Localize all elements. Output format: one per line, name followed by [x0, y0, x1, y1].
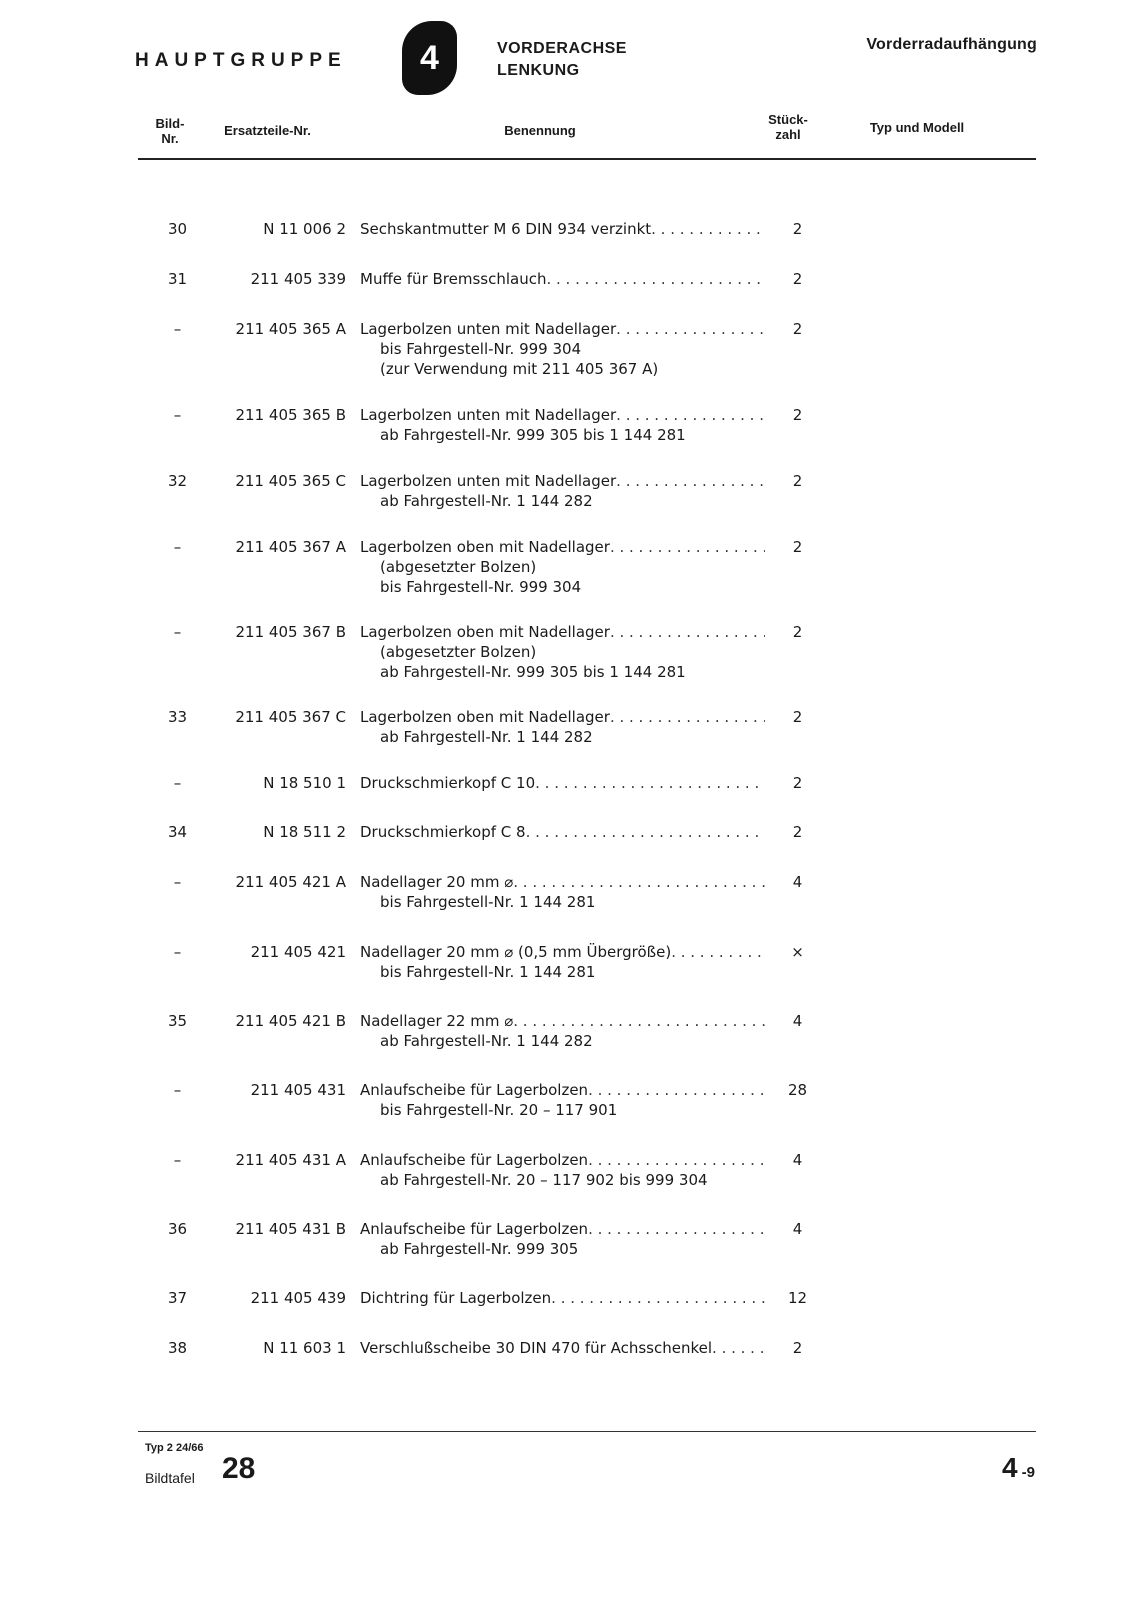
benennung-text: Druckschmierkopf C 10: [360, 774, 536, 792]
benennung-main: [360, 269, 765, 289]
benennung-text: Anlaufscheibe für Lagerbolzen: [360, 1081, 589, 1099]
benennung-main: [360, 1011, 765, 1031]
group-title-line-2: LENKUNG: [497, 62, 580, 79]
benennung-cell: [360, 319, 765, 379]
part-number-cell: 211 405 431 B: [235, 1220, 346, 1238]
benennung-subline: bis Fahrgestell-Nr. 999 304: [380, 578, 582, 596]
benennung-text: Lagerbolzen unten mit Nadellager: [360, 472, 617, 490]
part-number-cell: 211 405 431 A: [235, 1151, 346, 1169]
leader-dots: [610, 622, 765, 642]
benennung-text: Muffe für Bremsschlauch: [360, 270, 547, 288]
column-header-bild-nr: [148, 116, 192, 146]
part-number-cell: 211 405 365 B: [235, 406, 346, 424]
quantity-cell: 2: [792, 708, 803, 726]
bild-nr-cell: 32: [167, 472, 188, 490]
benennung-main: [360, 1080, 765, 1100]
benennung-cell: [360, 1219, 765, 1259]
benennung-main: [360, 822, 765, 842]
benennung-main: [360, 1219, 765, 1239]
leader-dots: [712, 1338, 765, 1358]
benennung-subline: (zur Verwendung mit 211 405 367 A): [380, 360, 659, 378]
benennung-subline: ab Fahrgestell-Nr. 20 – 117 902 bis 999 304: [380, 1171, 708, 1189]
leader-dots: [610, 707, 765, 727]
footer-bildtafel-label: Bildtafel: [145, 1470, 195, 1486]
benennung-text: Lagerbolzen unten mit Nadellager: [360, 320, 617, 338]
benennung-subline: bis Fahrgestell-Nr. 1 144 281: [380, 963, 596, 981]
benennung-cell: [360, 1288, 765, 1308]
page-number: [1002, 1452, 1035, 1484]
benennung-subline: bis Fahrgestell-Nr. 999 304: [380, 340, 582, 358]
benennung-main: [360, 942, 765, 962]
benennung-cell: [360, 1080, 765, 1120]
page-number-main: 4: [1002, 1452, 1018, 1483]
quantity-cell: 2: [792, 406, 803, 424]
benennung-text: Nadellager 20 mm ⌀ (0,5 mm Übergröße): [360, 943, 672, 961]
benennung-text: Nadellager 20 mm ⌀: [360, 873, 514, 891]
leader-dots: [588, 1150, 765, 1170]
leader-dots: [513, 872, 765, 892]
part-number-cell: 211 405 367 C: [235, 708, 346, 726]
benennung-cell: [360, 1150, 765, 1190]
benennung-text: Nadellager 22 mm ⌀: [360, 1012, 514, 1030]
benennung-text: Lagerbolzen unten mit Nadellager: [360, 406, 617, 424]
benennung-subline: ab Fahrgestell-Nr. 1 144 282: [380, 492, 593, 510]
benennung-subline: (abgesetzter Bolzen): [380, 643, 537, 661]
bild-nr-cell: 34: [167, 823, 188, 841]
benennung-text: Druckschmierkopf C 8: [360, 823, 526, 841]
benennung-subline: bis Fahrgestell-Nr. 1 144 281: [380, 893, 596, 911]
column-header-stueckzahl-line1: Stück-: [768, 112, 808, 127]
part-number-cell: 211 405 439: [250, 1289, 346, 1307]
leader-dots: [616, 319, 765, 339]
quantity-cell: 2: [792, 823, 803, 841]
benennung-text: Anlaufscheibe für Lagerbolzen: [360, 1151, 589, 1169]
footer-bildtafel-number: 28: [222, 1452, 256, 1485]
group-title: [497, 38, 627, 82]
column-header-typ-modell: Typ und Modell: [869, 120, 965, 135]
hauptgruppe-label: HAUPTGRUPPE: [135, 50, 347, 71]
bild-nr-cell: 37: [167, 1289, 188, 1307]
leader-dots: [526, 822, 765, 842]
part-number-cell: N 11 603 1: [263, 1339, 346, 1357]
benennung-main: [360, 622, 765, 642]
part-number-cell: 211 405 431: [250, 1081, 346, 1099]
part-number-cell: 211 405 421 A: [235, 873, 346, 891]
leader-dots: [610, 537, 765, 557]
quantity-cell: 4: [792, 873, 803, 891]
part-number-cell: 211 405 421 B: [235, 1012, 346, 1030]
quantity-cell: 12: [787, 1289, 808, 1307]
quantity-cell: 28: [787, 1081, 808, 1099]
quantity-cell: 2: [792, 270, 803, 288]
benennung-cell: [360, 269, 765, 289]
benennung-text: Lagerbolzen oben mit Nadellager: [360, 708, 610, 726]
quantity-cell: 2: [792, 1339, 803, 1357]
benennung-cell: [360, 219, 765, 239]
benennung-text: Lagerbolzen oben mit Nadellager: [360, 623, 610, 641]
bild-nr-cell: 35: [167, 1012, 188, 1030]
part-number-cell: N 18 511 2: [263, 823, 346, 841]
benennung-main: [360, 219, 765, 239]
part-number-cell: 211 405 367 A: [235, 538, 346, 556]
benennung-text: Anlaufscheibe für Lagerbolzen: [360, 1220, 589, 1238]
part-number-cell: 211 405 339: [250, 270, 346, 288]
leader-dots: [616, 471, 765, 491]
benennung-subline: (abgesetzter Bolzen): [380, 558, 537, 576]
quantity-cell: 2: [792, 623, 803, 641]
benennung-cell: [360, 1338, 765, 1358]
bild-nr-cell: 38: [167, 1339, 188, 1357]
quantity-cell: 2: [792, 320, 803, 338]
benennung-main: [360, 1288, 765, 1308]
benennung-cell: [360, 622, 765, 682]
part-number-cell: 211 405 367 B: [235, 623, 346, 641]
quantity-cell: ×: [791, 943, 804, 961]
bild-nr-cell: –: [173, 538, 182, 556]
leader-dots: [616, 405, 765, 425]
section-title: Vorderradaufhängung: [866, 36, 1037, 53]
quantity-cell: 2: [792, 220, 803, 238]
leader-dots: [588, 1219, 765, 1239]
benennung-subline: ab Fahrgestell-Nr. 999 305 bis 1 144 281: [380, 663, 686, 681]
part-number-cell: 211 405 365 C: [235, 472, 346, 490]
quantity-cell: 2: [792, 538, 803, 556]
group-number-badge: 4: [402, 21, 457, 95]
bild-nr-cell: 30: [167, 220, 188, 238]
bild-nr-cell: –: [173, 320, 182, 338]
benennung-cell: [360, 471, 765, 511]
quantity-cell: 2: [792, 472, 803, 490]
benennung-main: [360, 405, 765, 425]
benennung-cell: [360, 537, 765, 597]
column-header-stueckzahl: [760, 112, 816, 142]
bild-nr-cell: –: [173, 774, 182, 792]
footer-rule: [138, 1431, 1036, 1432]
footer-typ: Typ 2 24/66: [145, 1442, 204, 1454]
benennung-cell: [360, 405, 765, 445]
benennung-cell: [360, 773, 765, 793]
part-number-cell: N 18 510 1: [263, 774, 346, 792]
benennung-subline: ab Fahrgestell-Nr. 999 305 bis 1 144 281: [380, 426, 686, 444]
benennung-main: [360, 872, 765, 892]
benennung-text: Sechskantmutter M 6 DIN 934 verzinkt: [360, 220, 652, 238]
bild-nr-cell: 31: [167, 270, 188, 288]
leader-dots: [588, 1080, 765, 1100]
benennung-text: Lagerbolzen oben mit Nadellager: [360, 538, 610, 556]
header-rule: [138, 158, 1036, 160]
leader-dots: [671, 942, 765, 962]
benennung-cell: [360, 822, 765, 842]
column-header-stueckzahl-line2: zahl: [775, 127, 801, 142]
column-header-benennung: Benennung: [504, 123, 576, 138]
page-number-sub: -9: [1021, 1464, 1035, 1481]
leader-dots: [513, 1011, 765, 1031]
benennung-main: [360, 471, 765, 491]
leader-dots: [546, 269, 765, 289]
benennung-subline: ab Fahrgestell-Nr. 1 144 282: [380, 728, 593, 746]
quantity-cell: 2: [792, 774, 803, 792]
benennung-cell: [360, 942, 765, 982]
bild-nr-cell: –: [173, 623, 182, 641]
leader-dots: [651, 219, 765, 239]
quantity-cell: 4: [792, 1012, 803, 1030]
benennung-main: [360, 707, 765, 727]
bild-nr-cell: –: [173, 406, 182, 424]
benennung-subline: bis Fahrgestell-Nr. 20 – 117 901: [380, 1101, 618, 1119]
benennung-main: [360, 1338, 765, 1358]
benennung-text: Verschlußscheibe 30 DIN 470 für Achsschenkel: [360, 1339, 713, 1357]
bild-nr-cell: –: [173, 943, 182, 961]
benennung-main: [360, 319, 765, 339]
quantity-cell: 4: [792, 1151, 803, 1169]
quantity-cell: 4: [792, 1220, 803, 1238]
column-header-bild-nr-line1: Bild-: [155, 116, 185, 131]
benennung-text: Dichtring für Lagerbolzen: [360, 1289, 552, 1307]
benennung-cell: [360, 872, 765, 912]
bild-nr-cell: –: [173, 873, 182, 891]
bild-nr-cell: 33: [167, 708, 188, 726]
part-number-cell: 211 405 421: [250, 943, 346, 961]
part-number-cell: 211 405 365 A: [235, 320, 346, 338]
benennung-main: [360, 537, 765, 557]
bild-nr-cell: 36: [167, 1220, 188, 1238]
column-header-ersatzteile: Ersatzteile-Nr.: [224, 123, 311, 138]
bild-nr-cell: –: [173, 1081, 182, 1099]
leader-dots: [551, 1288, 765, 1308]
leader-dots: [535, 773, 765, 793]
bild-nr-cell: –: [173, 1151, 182, 1169]
benennung-cell: [360, 707, 765, 747]
benennung-subline: ab Fahrgestell-Nr. 999 305: [380, 1240, 579, 1258]
benennung-main: [360, 773, 765, 793]
group-title-line-1: VORDERACHSE: [497, 40, 627, 57]
benennung-cell: [360, 1011, 765, 1051]
column-header-bild-nr-line2: Nr.: [161, 131, 179, 146]
benennung-subline: ab Fahrgestell-Nr. 1 144 282: [380, 1032, 593, 1050]
benennung-main: [360, 1150, 765, 1170]
part-number-cell: N 11 006 2: [263, 220, 346, 238]
